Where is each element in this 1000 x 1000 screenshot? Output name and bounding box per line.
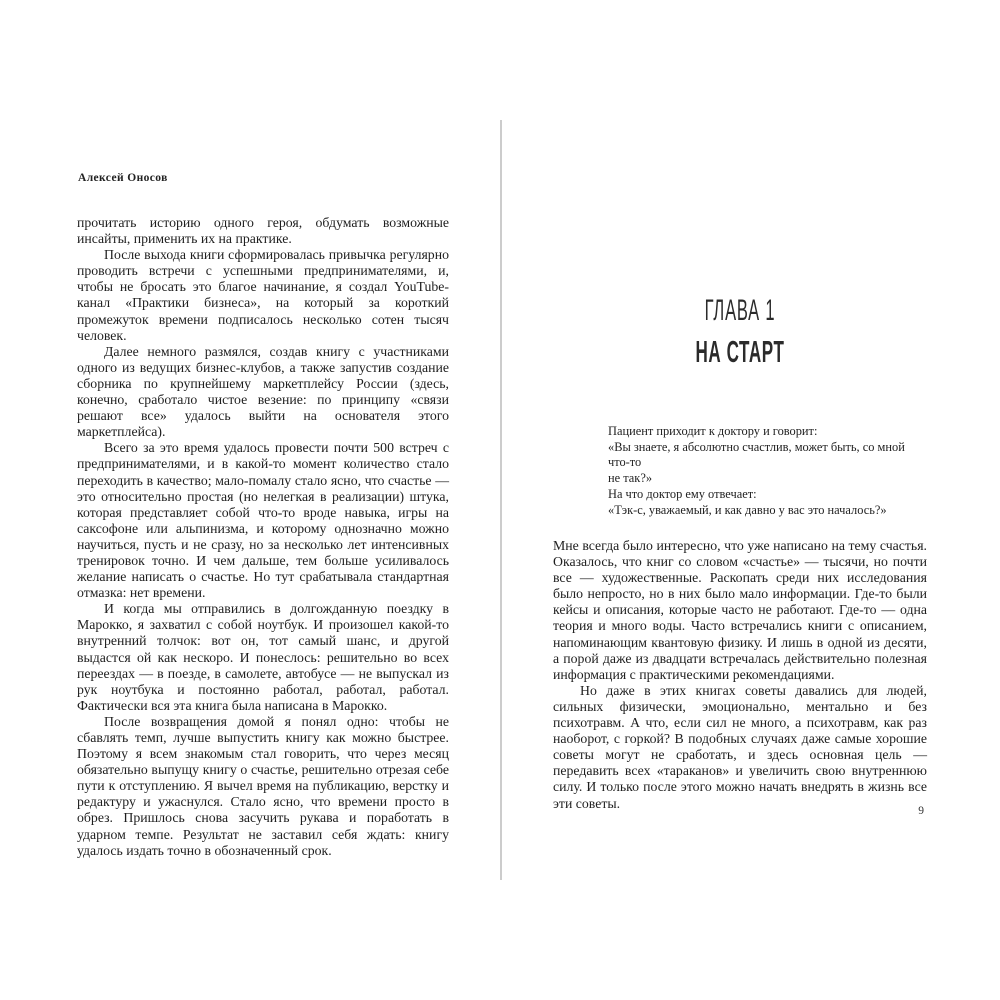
epigraph-line: не так?» xyxy=(608,471,653,486)
left-paragraph: Всего за это время удалось провести почти 500 встреч с предпринимателями, и в какой-то момент количество стало переходить в качество; мало-помалу стало ясно, что счастье — это относительно простая (но нелегкая в реализации) штука, которая представляет собой что-то вроде навыка, игры на саксофоне или альпинизма, и которому однозначно можно научиться, пусть и не сразу, но за несколько лет интенсивных тренировок точно. И чем дальше, тем больше усиливалось желание написать о счастье. Но тут срабатывала стандартная отмазка: нет времени. xyxy=(77,440,449,601)
epigraph-line: «Тэк-с, уважаемый, и как давно у вас это началось?» xyxy=(608,502,887,517)
right-paragraph: Мне всегда было интересно, что уже написано на тему счастья. Оказалось, что книг со словом «счастье» — тысячи, но почти все — художественные. Раскопать среди них исследования было непросто, но в них было мало информации. Где-то были кейсы и описания, которые часто не работают. Где-то — одна теория и много воды. Часто встречались книги с описанием, напоминающим квантовую физику. И лишь в одной из десяти, а порой даже из двадцати встречалась действительно полезная информация с практическими рекомендациями. xyxy=(553,538,927,682)
left-paragraph: После возвращения домой я понял одно: чтобы не сбавлять темп, лучше выпустить книгу как можно быстрее. Поэтому я всем знакомым стал говорить, что через месяц обязательно выпущу книгу о счастье, решительно отрезая себе пути к отступлению. Я вычел время на публикацию, верстку и редактуру и ужаснулся. Стало ясно, что времени просто в обрез. Пришлось снова засучить рукава и поработать в ударном темпе. Результат не заставил себя ждать: книгу удалось издать точно в обозначенный срок. xyxy=(77,713,449,858)
right-page-body xyxy=(553,538,927,812)
right-paragraph: Но даже в этих книгах советы давались для людей, сильных физически, эмоционально, ментально и без психотравм. А что, если сил не много, а психотравм, как раз наоборот, с горкой? В подобных случаях даже самые хорошие советы могут не сработать, и здесь основная цель — передавить всех «тараканов» и увеличить свою внутреннюю силу. И только после этого можно начать внедрять в жизнь все эти советы. xyxy=(553,682,927,811)
page-gutter-divider xyxy=(500,120,502,880)
chapter-epigraph xyxy=(608,424,928,518)
chapter-title-heading: НА СТАРТ xyxy=(695,334,785,369)
epigraph-line: Пациент приходит к доктору и говорит: xyxy=(608,424,818,438)
left-page-running-head: Алексей Оносов xyxy=(78,172,168,184)
epigraph-line: На что доктор ему отвечает: xyxy=(608,486,757,501)
left-paragraph: И когда мы отправились в долгожданную поездку в Марокко, я захватил с собой ноутбук. И произошел какой-то внутренний толчок: вот он, тот самый шанс, и другой выдастся ой как нескоро. И понеслось: решительно во всех переездах — в поезде, в самолете, автобусе — не выпускал из рук ноутбука и постоянно работал, работал, работал. Фактически вся эта книга была написана в Марокко. xyxy=(77,601,449,713)
left-page-body xyxy=(77,215,449,859)
left-paragraph: После выхода книги сформировалась привычка регулярно проводить встречи с успешными предпринимателями, и, чтобы не бросать это благое начинание, я создал YouTube-канал «Практики бизнеса», на который за короткий промежуток времени подписалось несколько сотен тысяч человек. xyxy=(77,247,449,343)
epigraph-line: «Вы знаете, я абсолютно счастлив, может быть, со мной что-то xyxy=(608,439,905,470)
page-number: 9 xyxy=(918,805,924,817)
left-paragraph: Далее немного размялся, создав книгу с участниками одного из ведущих бизнес-клубов, а также запустив создание сборника по крупнейшему маркетплейсу России (здесь, конечно, сработало чистое везение: по принципу «связи решают все» удалось выйти на основателя этого маркетплейса). xyxy=(77,343,449,440)
chapter-number-heading: ГЛАВА 1 xyxy=(704,294,776,327)
left-paragraph: прочитать историю одного героя, обдумать возможные инсайты, применить их на практике. xyxy=(77,215,449,247)
